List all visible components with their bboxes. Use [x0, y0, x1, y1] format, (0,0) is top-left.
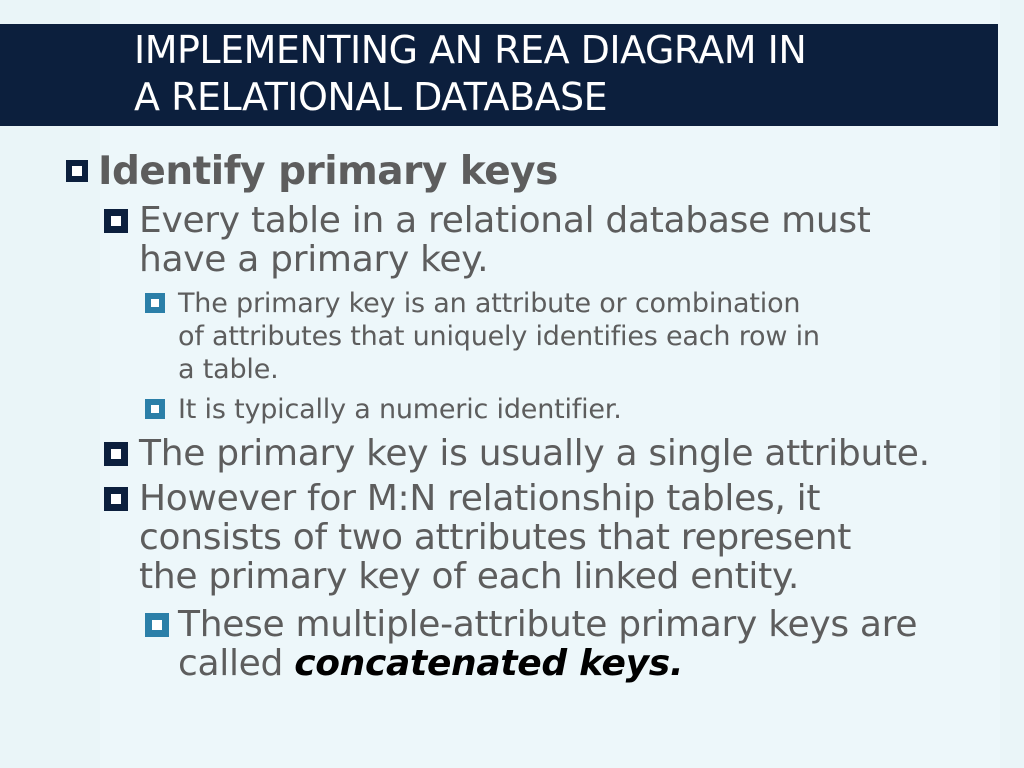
bullet-concatenated-keys — [178, 605, 988, 683]
concatenated-keys-emphasis: concatenated keys. — [294, 643, 684, 684]
bullet-concatenated-keys-line-1: These multiple-attribute primary keys are — [178, 604, 918, 645]
bullet-every-table — [139, 201, 999, 279]
bullet-every-table-line-1: Every table in a relational database must — [139, 200, 871, 241]
slide-title-line-2: A RELATIONAL DATABASE — [134, 75, 608, 119]
bullet-every-table-line-2: have a primary key. — [139, 239, 489, 280]
square-bullet-icon — [66, 160, 88, 182]
square-bullet-icon — [104, 209, 128, 233]
bullet-primary-key-definition-line-1: The primary key is an attribute or combination — [178, 288, 801, 319]
bullet-single-attribute: The primary key is usually a single attribute. — [139, 433, 930, 474]
square-bullet-icon — [104, 487, 128, 511]
bullet-primary-key-definition-line-3: a table. — [178, 354, 279, 385]
square-bullet-icon — [145, 399, 165, 419]
bullet-mn-relationship-line-2: consists of two attributes that represent — [139, 517, 852, 558]
square-bullet-icon — [104, 442, 128, 466]
bullet-primary-key-definition — [178, 287, 988, 386]
bullet-concatenated-keys-prefix: called — [178, 643, 295, 684]
square-bullet-icon — [145, 613, 169, 637]
slide-title-line-1: IMPLEMENTING AN REA DIAGRAM IN — [134, 28, 807, 72]
bullet-primary-key-definition-line-2: of attributes that uniquely identifies each row in — [178, 321, 820, 352]
heading-identify-primary-keys: Identify primary keys — [98, 149, 558, 194]
bullet-numeric-identifier: It is typically a numeric identifier. — [178, 394, 622, 425]
square-bullet-icon — [145, 293, 165, 313]
bullet-mn-relationship — [139, 479, 999, 596]
bullet-mn-relationship-line-3: the primary key of each linked entity. — [139, 556, 799, 597]
bullet-mn-relationship-line-1: However for M:N relationship tables, it — [139, 478, 821, 519]
